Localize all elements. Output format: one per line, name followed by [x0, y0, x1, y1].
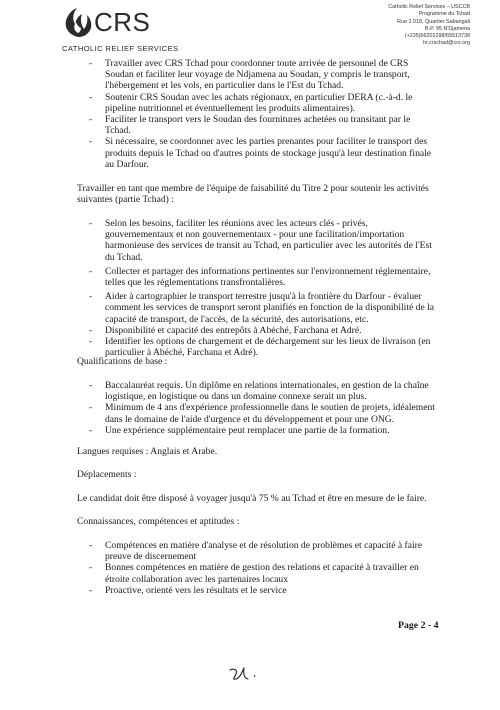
list-item: - Bonnes compétences en matière de gestion des relations et capacité à travailler en étroite collaboration avec les partenaires locaux: [89, 562, 419, 585]
list-item: - Collecter et partager des informations pertinentes sur l'environnement réglementaire, telles que les réglementations transfrontalières.: [89, 265, 431, 289]
list-item: - Minimum de 4 ans d'expérience professionnelle dans le soutien de projets, idéalement dans le domaine de l'aide d'urgence et du développement et pour une ONG.: [89, 402, 435, 425]
feasibility-paragraph: Travailler en tant que membre de l'équipe de faisabilité du Titre 2 pour soutenir les activités suivantes (partie Tchad) :: [77, 183, 429, 206]
list-item: - Selon les besoins, faciliter les réunions avec les acteurs clés - privés, gouvernementaux et non gouvernementaux - pour une facilitation/importation harmonieuse des services de transit au Tchad, en particulier avec les autorités de l'Est du Tchad.: [89, 218, 432, 263]
crs-flame-icon: [60, 6, 96, 40]
list-item: - Une expérience supplémentaire peut remplacer une partie de la formation.: [89, 424, 390, 436]
list-item: - Faciliter le transport vers le Soudan des fournitures achetées ou transitant par le Tchad.: [89, 114, 411, 137]
list-item: - Travailler avec CRS Tchad pour coordonner toute arrivée de personnel de CRS Soudan et faciliter leur voyage de Ndjamena au Soudan, y compris le transport, l'hébergement et les vols, en particulier dans le l'Est du Tchad.: [89, 58, 410, 92]
handwritten-initials: [224, 660, 264, 684]
list-item: - Si nécessaire, se coordonner avec les parties prenantes pour faciliter le transport des produits depuis le Tchad ou d'autres points de stockage jusqu'à leur destination finale au Darfour.: [89, 136, 432, 170]
list-item: - Identifier les options de chargement et de déchargement sur les lieux de livraison (en particulier à Abéché, Farchana et Adré).: [89, 336, 431, 359]
skills-list: [77, 540, 437, 596]
crs-logo: [60, 4, 180, 56]
list-item: - Compétences en matière d'analyse et de résolution de problèmes et capacité à faire preuve de discernement: [89, 540, 423, 563]
responsibilities-list-1: [77, 58, 437, 170]
qualifications-heading: Qualifications de base :: [77, 356, 168, 367]
address-line: B.P. 95 N'Djamena: [425, 25, 470, 32]
list-item: - Disponibilité et capacité des entrepôts à Abéché, Farchana et Adré.: [89, 324, 362, 336]
list-item: - Baccalauréat requis. Un diplôme en relations internationales, en gestion de la chaîne logistique, en logistique ou dans un domaine connexe serait un plus.: [89, 380, 429, 403]
languages-line: Langues requises : Anglais et Arabe.: [77, 446, 218, 457]
address-line: Programme du Tchad: [418, 11, 470, 18]
travel-text: Le candidat doit être disposé à voyager jusqu'à 75 % au Tchad et être en mesure de le faire.: [77, 493, 427, 504]
address-email: hr.crschad@crs.org: [423, 40, 470, 47]
responsibilities-list-2: [77, 218, 437, 358]
list-item: - Proactive, orienté vers les résultats et le service: [89, 584, 287, 596]
address-block: [388, 4, 470, 48]
list-item: - Aider à cartographier le transport terrestre jusqu'à la frontière du Darfour - évaluer comment les services de transport seront planifiés en fonction de la disponibilité de la capacité de transport, de l'accès, de la sécurité, des autorisations, etc.: [89, 291, 435, 325]
qualifications-list: [77, 380, 437, 436]
skills-heading: Connaissances, compétences et aptitudes :: [77, 516, 240, 527]
address-line: Catholic Relief Services – USCCB: [388, 4, 470, 10]
logo-name: CRS: [94, 7, 151, 37]
address-line: Rue 2.018, Quartier Sabangali: [397, 18, 470, 25]
page-number: Page 2 - 4: [398, 620, 439, 631]
logo-subtitle: CATHOLIC RELIEF SERVICES: [62, 44, 179, 53]
address-line: (+235)66201298/65513738: [404, 33, 470, 40]
travel-heading: Déplacements :: [77, 469, 137, 480]
list-item: - Soutenir CRS Soudan avec les achats régionaux, en particulier DERA (c.-à-d. le pipeline nutritionnel et éventuellement les produits alimentaires).: [89, 91, 413, 114]
